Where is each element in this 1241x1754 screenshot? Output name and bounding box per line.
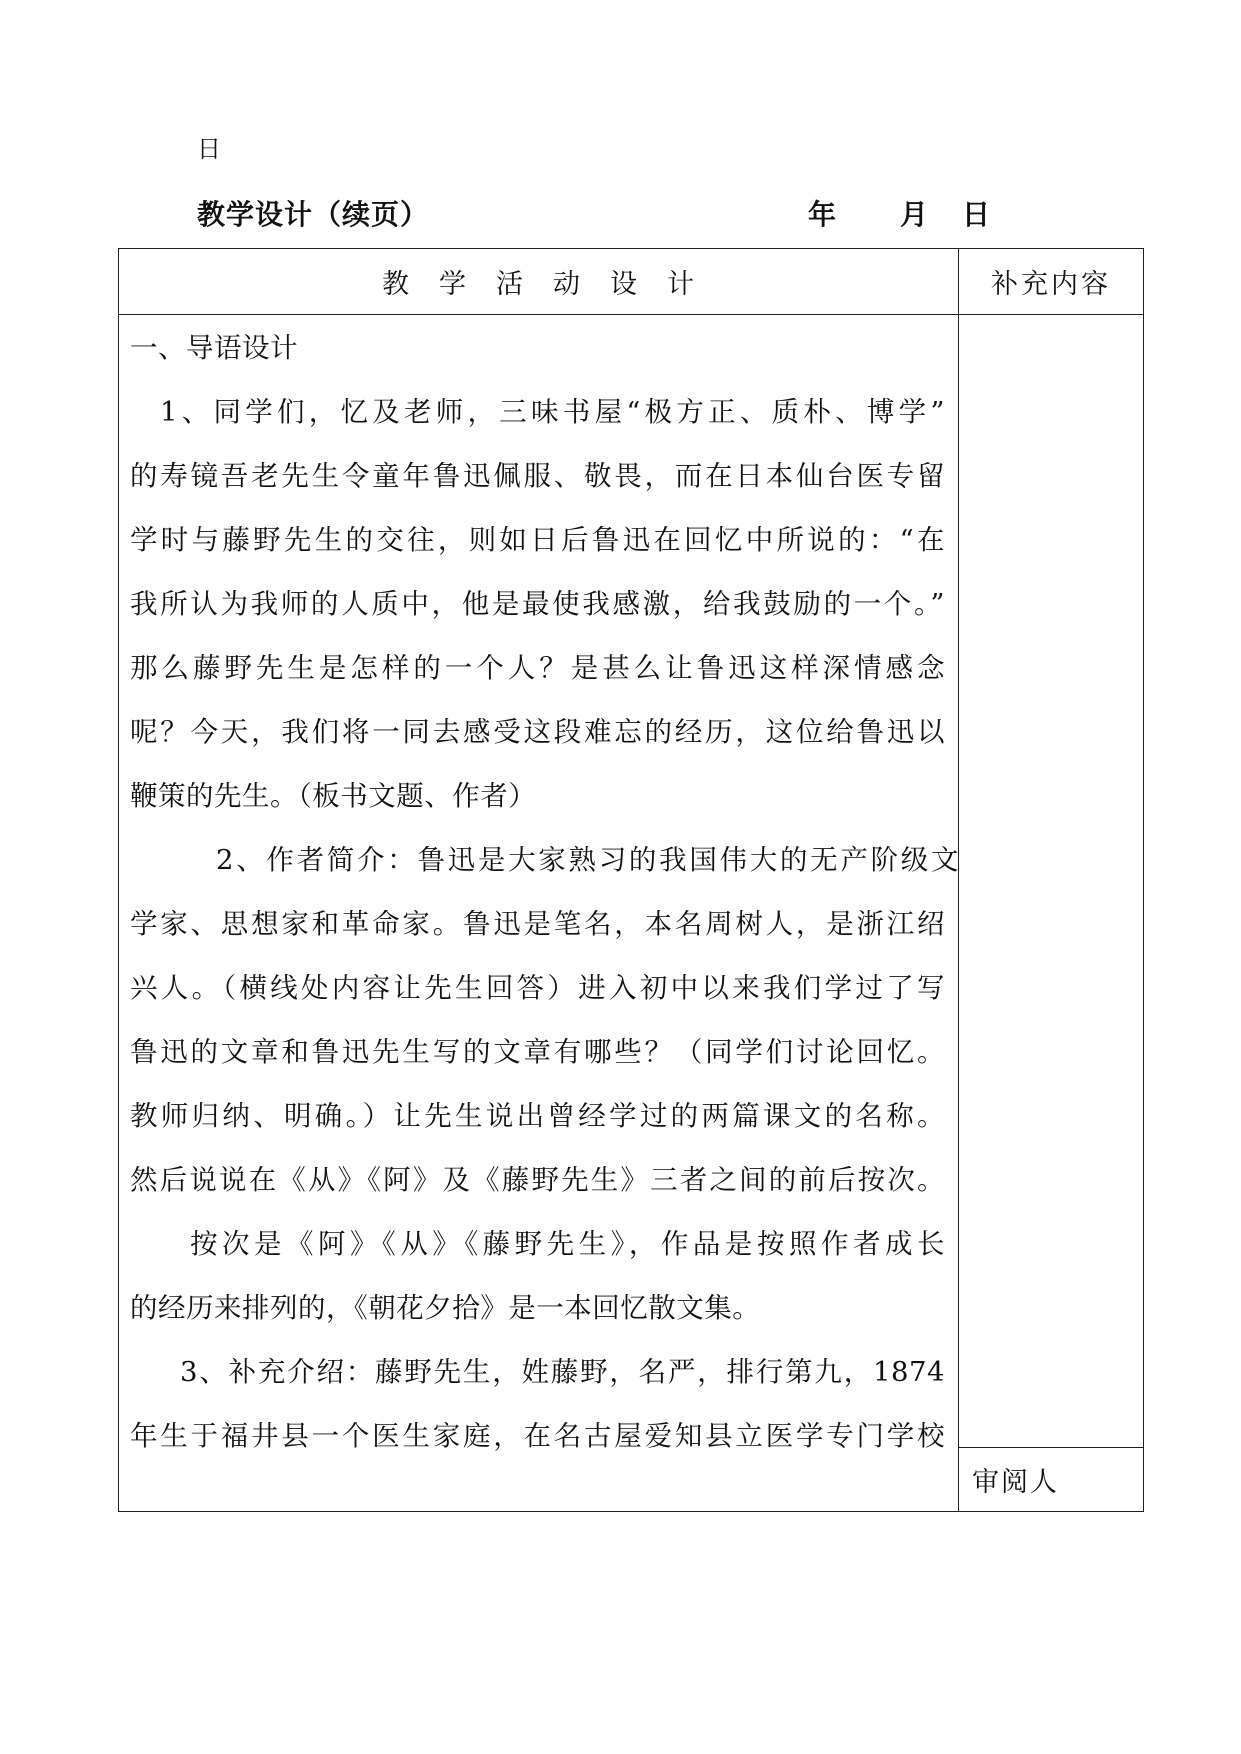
content-line: 鞭策的先生。（板书文题、作者）	[130, 780, 537, 812]
content-line: 兴人。（横线处内容让先生回答）进入初中以来我们学过了写	[130, 972, 945, 1004]
lesson-content	[130, 316, 960, 1468]
page-title: 教学设计（续页）	[197, 198, 430, 231]
content-line: 我所认为我师的人质中，他是最使我感激，给我鼓励的一个。”	[130, 588, 945, 620]
content-line: 的经历来排列的，《朝花夕拾》是一本回忆散文集。	[130, 1292, 761, 1324]
reviewer-label: 审阅人	[972, 1467, 1059, 1498]
content-line: 2、作者简介：鲁迅是大家熟习的我国伟大的无产阶级文	[216, 844, 959, 876]
date-line	[808, 195, 1002, 235]
header-supplementary: 补充内容	[991, 268, 1111, 300]
content-line: 那么藤野先生是怎样的一个人？是甚么让鲁迅这样深情感念	[130, 652, 945, 684]
table-header-divider	[118, 314, 1144, 315]
content-line: 的寿镜吾老先生令童年鲁迅佩服、敬畏，而在日本仙台医专留	[130, 460, 945, 492]
content-line: 3、补充介绍：藤野先生，姓藤野，名严，排行第九，1874	[180, 1356, 945, 1388]
content-line: 教师归纳、明确。）让先生说出曾经学过的两篇课文的名称。	[130, 1100, 945, 1132]
content-line: 鲁迅的文章和鲁迅先生写的文章有哪些？（同学们讨论回忆。	[130, 1036, 945, 1068]
header-teaching-activity: 教学活动设计	[382, 268, 724, 300]
content-line: 学时与藤野先生的交往，则如日后鲁迅在回忆中所说的：“在	[130, 524, 945, 556]
content-line: 按次是《阿》《从》《藤野先生》，作品是按照作者成长	[190, 1228, 945, 1260]
content-line: 1、同学们，忆及老师，三味书屋“极方正、质朴、博学”	[160, 396, 945, 428]
content-line: 学家、思想家和革命家。鲁迅是笔名，本名周树人，是浙江绍	[130, 908, 945, 940]
section-heading-intro: 一、导语设计	[130, 332, 298, 364]
content-line: 呢？今天，我们将一同去感受这段难忘的经历，这位给鲁迅以	[130, 716, 945, 748]
top-day-char: 日	[197, 135, 221, 163]
date-month-label: 月	[900, 198, 929, 231]
date-year-label: 年	[808, 198, 837, 231]
content-line: 年生于福井县一个医生家庭，在名古屋爱知县立医学专门学校	[130, 1420, 945, 1452]
date-day-label: 日	[962, 198, 991, 231]
content-line: 然后说说在《从》《阿》及《藤野先生》三者之间的前后按次。	[130, 1164, 945, 1196]
